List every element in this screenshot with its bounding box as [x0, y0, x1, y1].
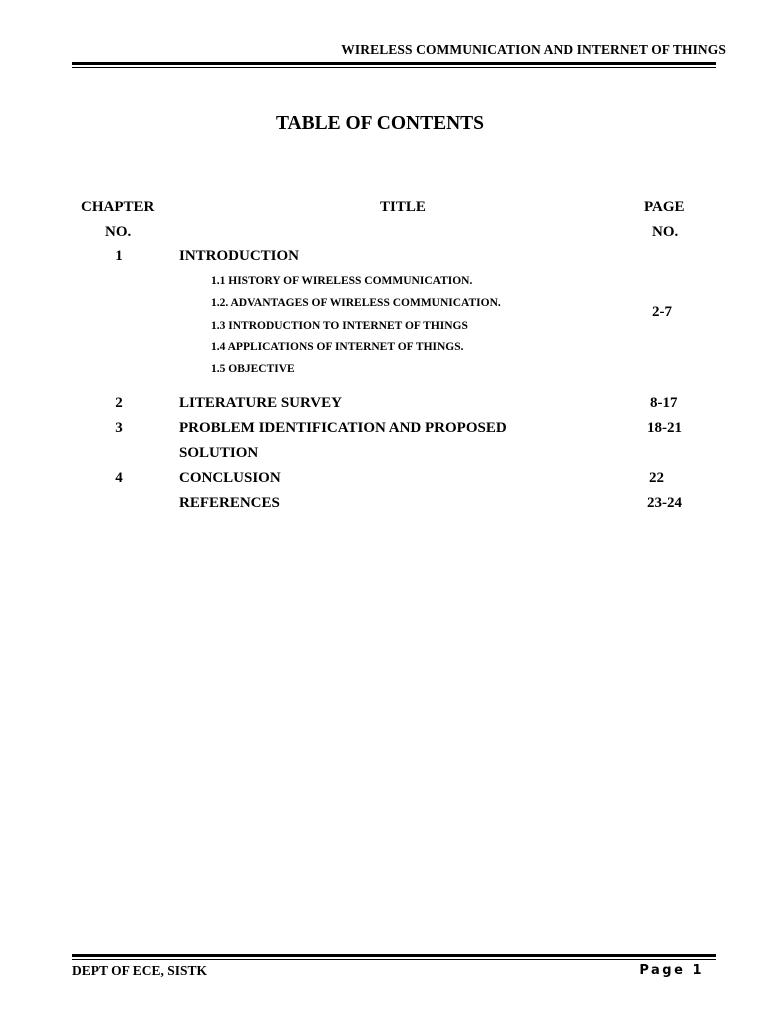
references-title: REFERENCES: [179, 495, 280, 511]
column-header-title: TITLE: [380, 199, 426, 215]
page-range: 23-24: [647, 495, 682, 511]
chapter-number: 3: [115, 420, 123, 436]
page-range: 18-21: [647, 420, 682, 436]
footer-department: DEPT OF ECE, SISTK: [72, 963, 208, 978]
chapter-title: PROBLEM IDENTIFICATION AND PROPOSED: [179, 420, 507, 436]
page-range: 22: [649, 470, 664, 486]
chapter-number: 2: [115, 395, 123, 411]
column-header-chapter: CHAPTER: [81, 199, 155, 215]
page-title: TABLE OF CONTENTS: [275, 113, 485, 134]
chapter-title-continued: SOLUTION: [179, 445, 259, 461]
section-entry: 1.4 APPLICATIONS OF INTERNET OF THINGS.: [211, 341, 464, 353]
chapter-title: LITERATURE SURVEY: [179, 395, 342, 411]
header-rule-thin: [72, 67, 716, 68]
chapter-title: INTRODUCTION: [179, 248, 300, 264]
chapter-number: 4: [115, 470, 123, 486]
section-entry: 1.3 INTRODUCTION TO INTERNET OF THINGS: [211, 320, 468, 332]
column-header-page-no: NO.: [652, 224, 679, 240]
page-range: 2-7: [652, 304, 672, 320]
footer-rule-thin: [72, 959, 716, 960]
section-entry: 1.1 HISTORY OF WIRELESS COMMUNICATION.: [211, 275, 473, 287]
page-range: 8-17: [650, 395, 678, 411]
column-header-page: PAGE: [644, 199, 685, 215]
chapter-title: CONCLUSION: [179, 470, 281, 486]
header-rule-thick: [72, 62, 716, 65]
section-entry: 1.2. ADVANTAGES OF WIRELESS COMMUNICATION.: [211, 297, 501, 309]
running-header: WIRELESS COMMUNICATION AND INTERNET OF THINGS: [341, 42, 726, 57]
section-entry: 1.5 OBJECTIVE: [211, 363, 295, 375]
chapter-number: 1: [115, 248, 123, 264]
column-header-chapter-no: NO.: [105, 224, 132, 240]
footer-rule-thick: [72, 954, 716, 957]
page-number: Page 1: [639, 963, 704, 978]
